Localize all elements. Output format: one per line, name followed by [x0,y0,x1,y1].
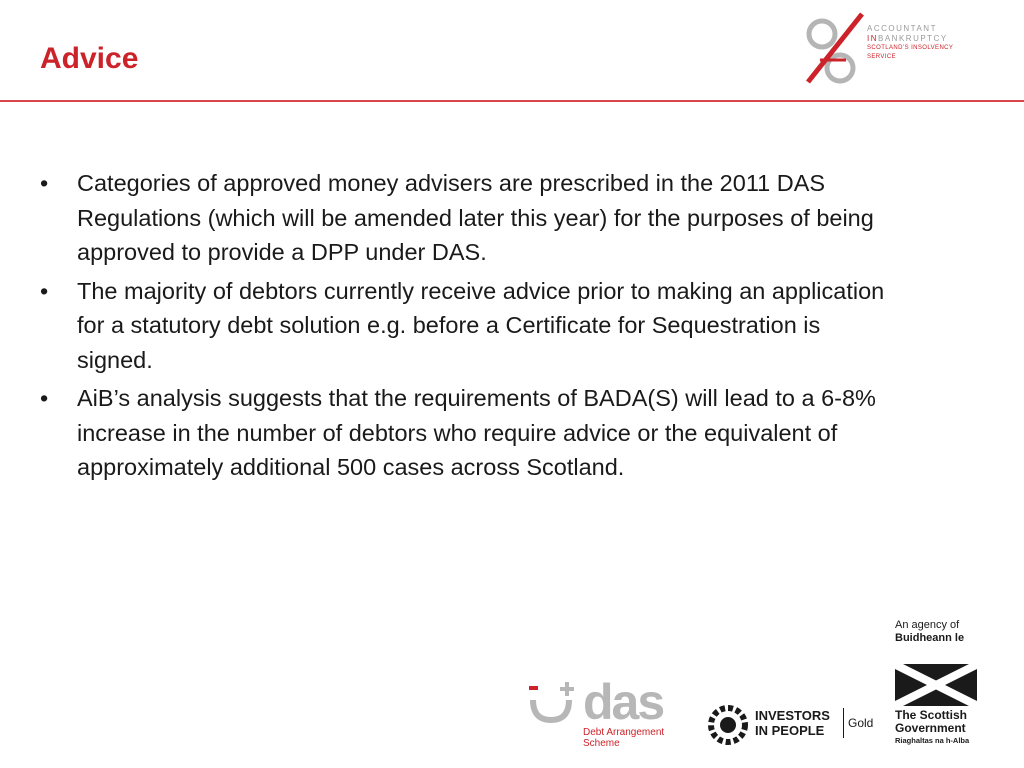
aib-line3: SCOTLAND’S INSOLVENCY SERVICE [867,45,954,60]
iip-wordmark [755,708,830,738]
iip-level: Gold [848,716,874,730]
aib-line2 [867,34,980,44]
iip-separator [843,708,844,738]
das-subtitle-line1: Debt Arrangement [583,727,665,738]
bullet-glyph: • [40,170,49,196]
bullet-item [40,274,890,378]
aib-line2-prefix: IN [867,34,878,43]
das-wordmark: das [583,674,664,730]
agency-line1: An agency of [895,619,960,631]
agency-line2: Buidheann le [895,632,965,644]
aib-logo [800,10,980,92]
iip-wreath-icon [707,704,749,746]
iip-line1: INVESTORS [755,708,830,723]
bullet-text: AiB’s analysis suggests that the requirements of BADA(S) will lead to a 6-8% increase in the number of debtors who require advice or the equivalent of approximately additional 500 cases across Scotland. [77,385,876,480]
title-divider [0,100,1024,102]
aib-wordmark [867,24,980,62]
das-logo [527,674,687,755]
bullet-glyph: • [40,277,49,304]
bullet-glyph: • [40,385,49,411]
scottish-government-logo [893,618,1003,758]
aib-line1: ACCOUNTANT [867,24,937,33]
bullet-text: Categories of approved money advisers are prescribed in the 2011 DAS Regulations (which will be amended later this year) for the purposes of being approved to provide a DPP under DAS. [77,170,874,265]
iip-logo [707,702,887,748]
gov-name-line1: The Scottish [895,708,968,722]
slide-title: Advice [40,42,139,75]
bullet-item [40,166,890,270]
das-subtitle [583,727,664,749]
saltire-flag-icon [895,664,977,706]
bullet-text: The majority of debtors currently receive advice prior to making an application for a statutory debt solution e.g. before a Certificate for Sequestration is signed. [77,277,885,373]
das-mark-icon [527,680,583,724]
aib-line2-rest: BANKRUPTCY [878,34,948,43]
bullet-item [40,381,890,485]
das-subtitle-line2: Scheme [583,738,620,749]
bullet-list [40,166,890,489]
iip-line2: IN PEOPLE [755,723,825,738]
percent-logo-icon [800,10,866,92]
gov-name-line2: Government [895,721,966,735]
gov-gaelic-name: Riaghaltas na h-Alba [895,736,970,745]
